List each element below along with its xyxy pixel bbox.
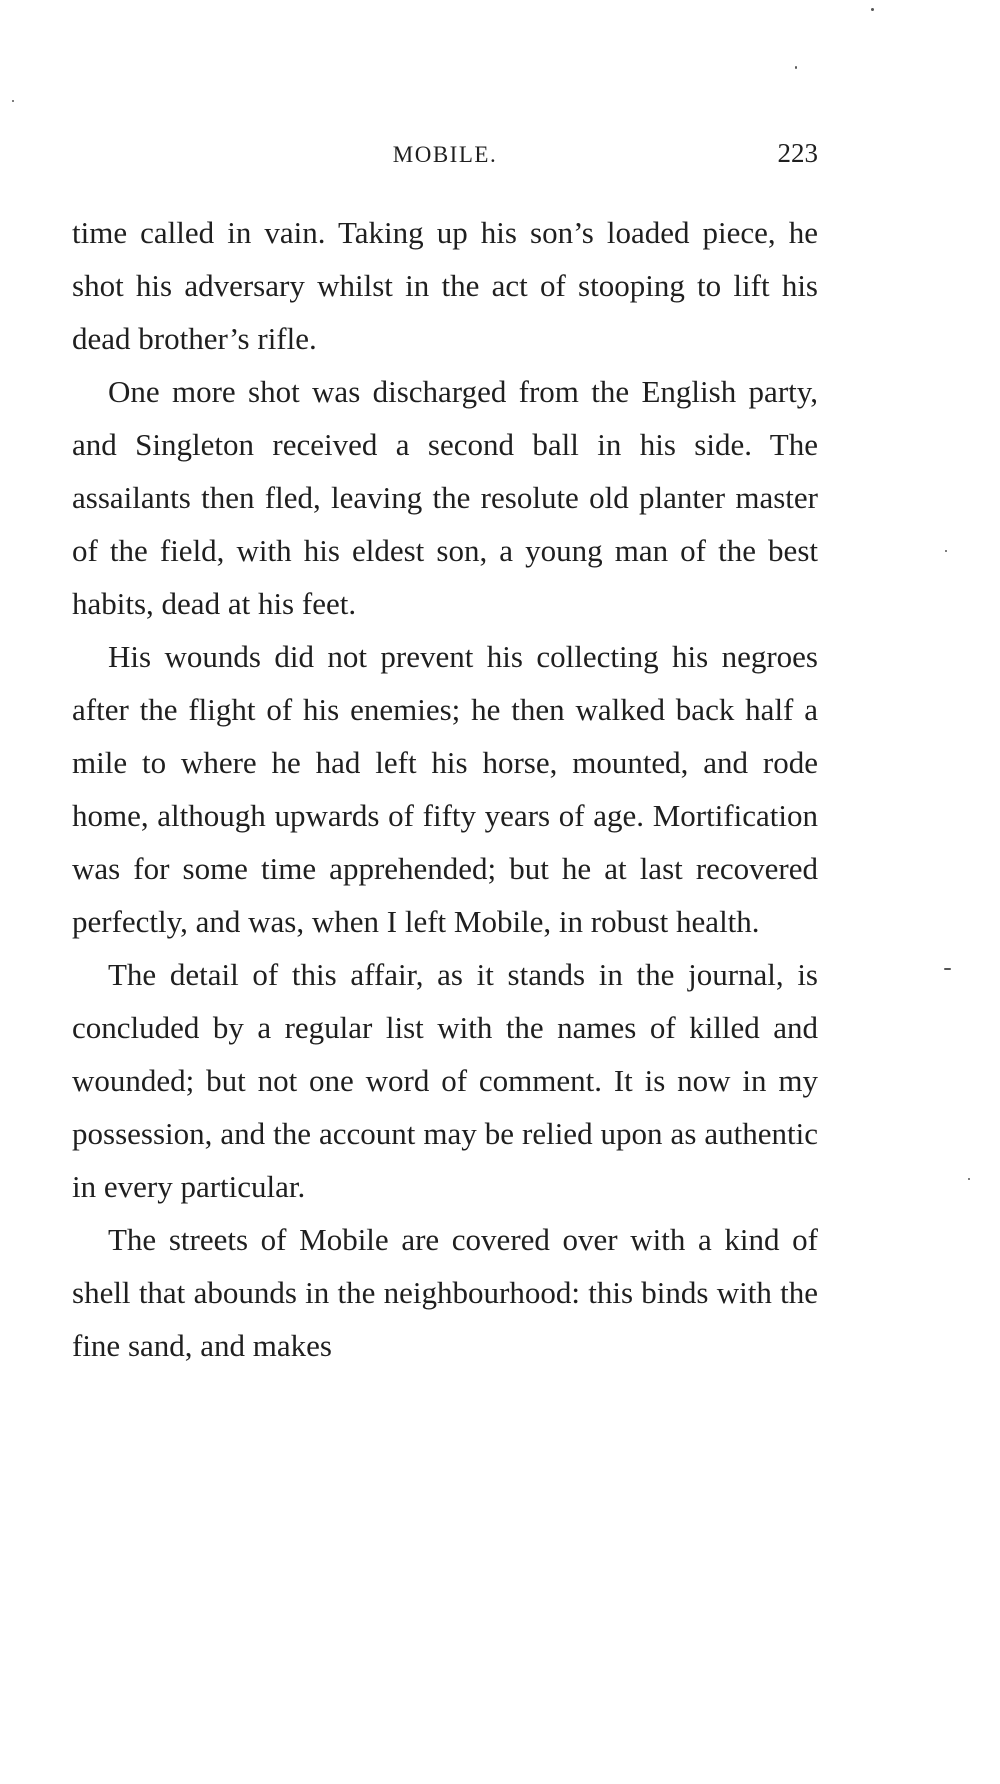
paragraph: The detail of this affair, as it stands in the journal, is concluded by a regular list with the names of killed and wounded; but not one word of comment. It is now in my possession, and the account may be relied upon as authentic in every particular. [72,957,818,1204]
paper-speck [944,968,951,970]
body-text [72,206,818,1372]
running-title: MOBILE. [392,142,498,167]
paragraph-continuation: time called in vain. Taking up his son’s loaded piece, he shot his adversary whilst in the act of stooping to lift his dead brother’s rifle. [72,215,818,356]
paragraph: The streets of Mobile are covered over with a kind of shell that abounds in the neighbourhood: this binds with the fine sand, and makes [72,1222,818,1363]
paragraph: His wounds did not prevent his collecting his negroes after the flight of his enemies; he then walked back half a mile to where he had left his horse, mounted, and rode home, although upwards of fifty years of age. Mortification was for some time apprehended; but he at last recovered perfectly, and was, when I left Mobile, in robust health. [72,639,818,939]
paper-speck [945,550,947,552]
paper-speck [968,1178,970,1180]
paragraph: One more shot was discharged from the English party, and Singleton received a second ball in his side. The assailants then fled, leaving the resolute old planter master of the field, with his eldest son, a young man of the best habits, dead at his feet. [72,374,818,621]
paper-speck [795,66,797,69]
page-number: 223 [777,138,818,168]
running-head [72,138,818,182]
paper-speck [871,8,874,11]
paper-speck [12,100,14,102]
